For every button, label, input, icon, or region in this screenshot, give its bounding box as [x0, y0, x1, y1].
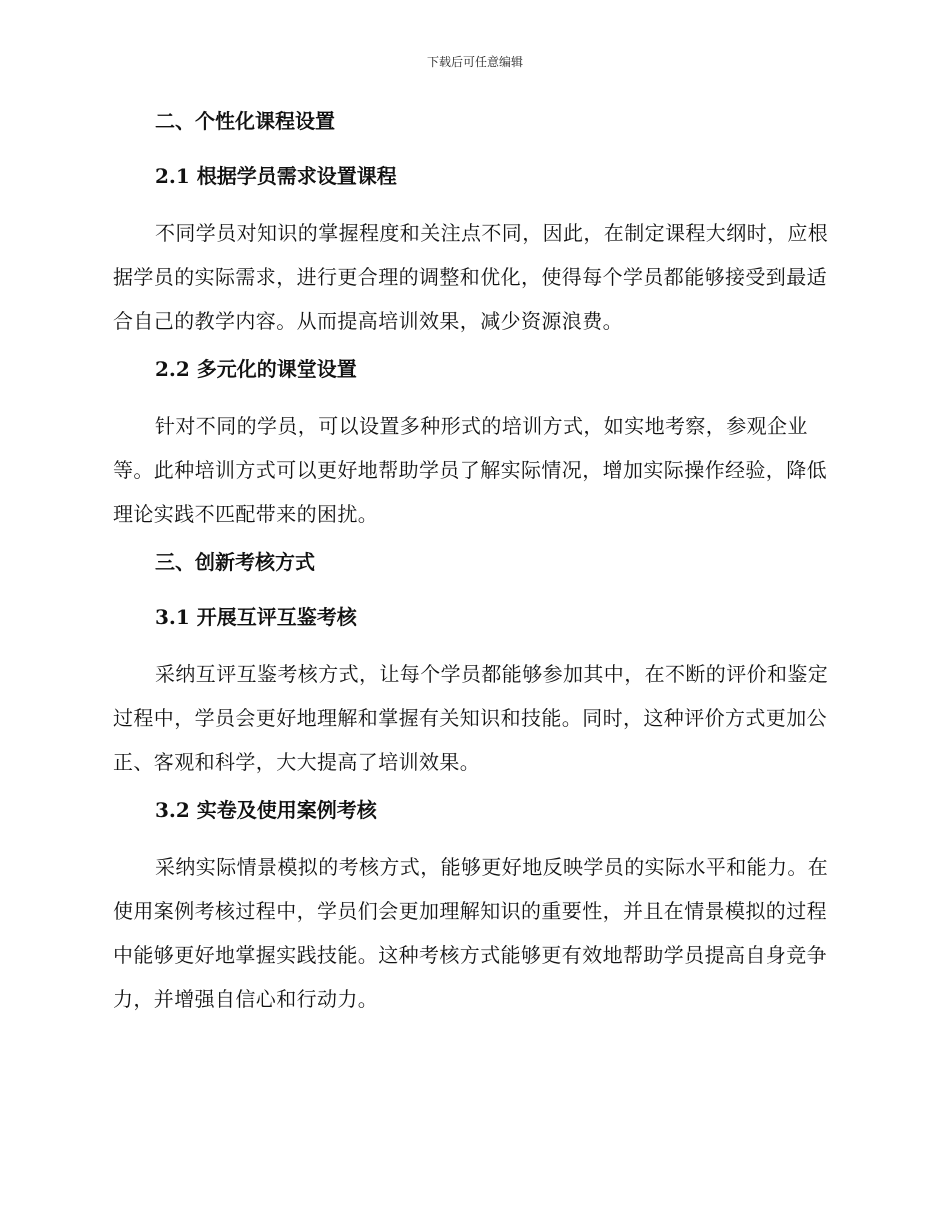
subsection-heading-3-1: 3.1 开展互评互鉴考核	[155, 605, 357, 629]
document-body	[113, 106, 835, 1021]
paragraph-3-1: 采纳互评互鉴考核方式，让每个学员都能够参加其中，在不断的评价和鉴定过程中，学员会更好地理解和掌握有关知识和技能。同时，这种评价方式更加公正、客观和科学，大大提高了培训效果。	[113, 662, 829, 774]
paragraph-3-2: 采纳实际情景模拟的考核方式，能够更好地反映学员的实际水平和能力。在使用案例考核过程中，学员们会更加理解知识的重要性，并且在情景模拟的过程中能够更好地掌握实践技能。这种考核方式能够更有效地帮助学员提高自身竞争力，并增强自信心和行动力。	[113, 855, 829, 1011]
paragraph-2-1: 不同学员对知识的掌握程度和关注点不同，因此，在制定课程大纲时，应根据学员的实际需求，进行更合理的调整和优化，使得每个学员都能够接受到最适合自己的教学内容。从而提高培训效果，减少资源浪费。	[113, 221, 829, 333]
section-heading-2: 二、个性化课程设置	[155, 109, 335, 133]
subsection-heading-2-1: 2.1 根据学员需求设置课程	[155, 164, 397, 188]
paragraph-2-2: 针对不同的学员，可以设置多种形式的培训方式，如实地考察，参观企业等。此种培训方式可以更好地帮助学员了解实际情况，增加实际操作经验，降低理论实践不匹配带来的困扰。	[113, 414, 827, 526]
subsection-heading-3-2: 3.2 实卷及使用案例考核	[155, 798, 377, 822]
page-header: 下载后可任意编辑	[426, 55, 523, 69]
subsection-heading-2-2: 2.2 多元化的课堂设置	[155, 357, 357, 381]
section-heading-3: 三、创新考核方式	[155, 550, 315, 574]
